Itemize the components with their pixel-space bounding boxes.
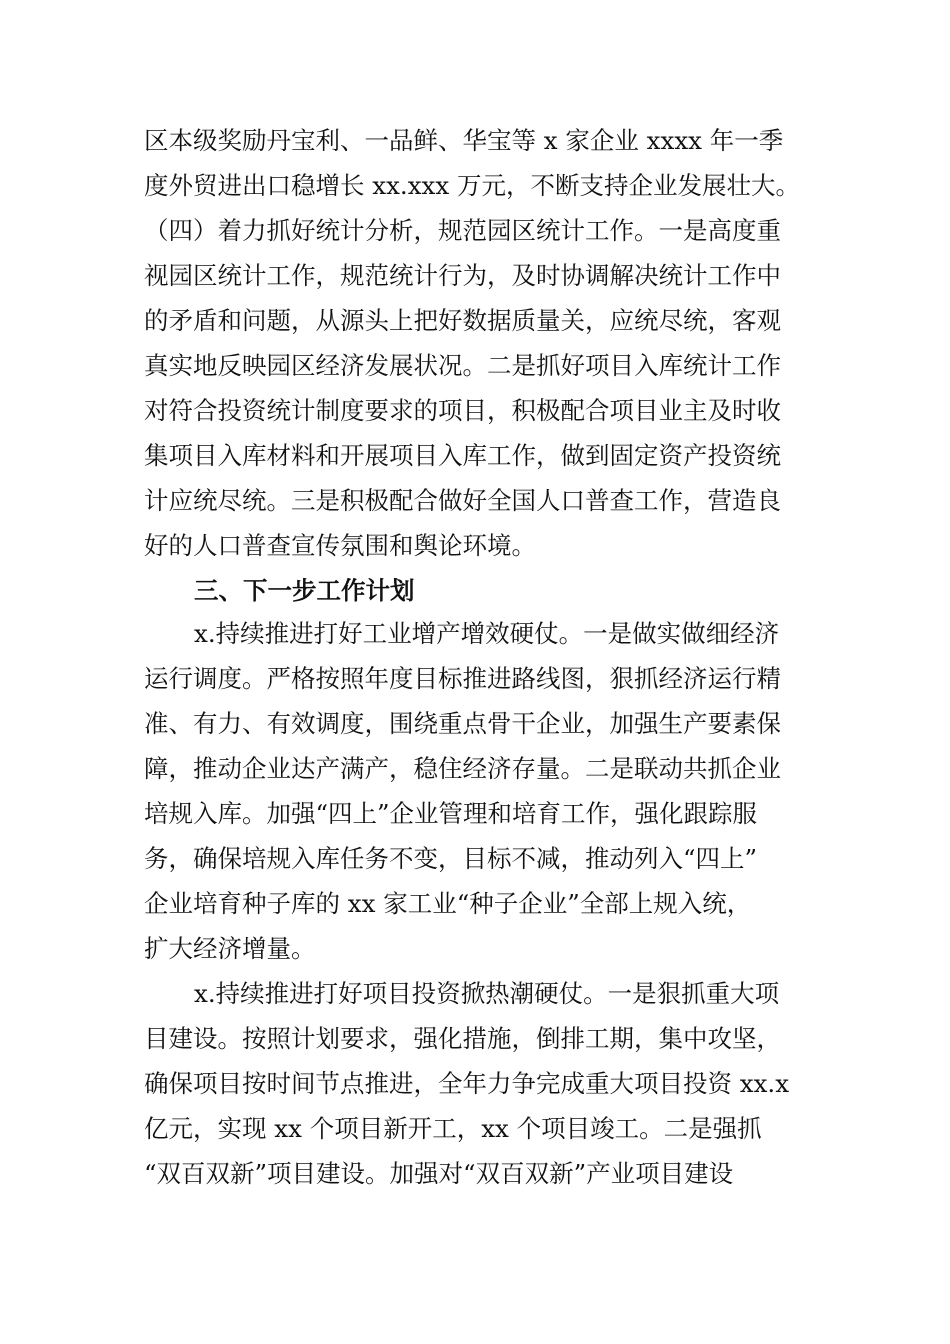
body-text-line: 企业培育种子库的 xx 家工业“种子企业”全部上规入统， xyxy=(144,889,752,918)
paragraph-start-line: x.持续推进打好项目投资掀热潮硬仗。一是狠抓重大项 xyxy=(194,979,780,1008)
body-text-line: 目建设。按照计划要求，强化措施，倒排工期，集中攻坚， xyxy=(144,1024,781,1053)
body-text-line: 真实地反映园区经济发展状况。二是抓好项目入库统计工作 xyxy=(144,351,781,380)
body-text-line: 扩大经济增量。 xyxy=(144,934,316,963)
body-text-line: 集项目入库材料和开展项目入库工作，做到固定资产投资统 xyxy=(144,441,781,470)
body-text-line: 区本级奖励丹宝利、一品鲜、华宝等 x 家企业 xxxx 年一季 xyxy=(144,126,784,155)
body-text-line: 运行调度。严格按照年度目标推进路线图，狠抓经济运行精 xyxy=(144,664,781,693)
body-text-line: 视园区统计工作，规范统计行为，及时协调解决统计工作中 xyxy=(144,261,781,290)
body-text-line: “双百双新”项目建设。加强对“双百双新”产业项目建设 xyxy=(144,1159,734,1188)
chapter-heading: 三、下一步工作计划 xyxy=(194,576,415,605)
body-text-line: 好的人口普查宣传氛围和舆论环境。 xyxy=(144,531,536,560)
paragraph-start-line: x.持续推进打好工业增产增效硬仗。一是做实做细经济 xyxy=(194,619,780,648)
body-text-line: 准、有力、有效调度，围绕重点骨干企业，加强生产要素保 xyxy=(144,709,781,738)
body-text-line: 亿元，实现 xx 个项目新开工，xx 个项目竣工。二是强抓 xyxy=(144,1114,762,1143)
body-text-line: 的矛盾和问题，从源头上把好数据质量关，应统尽统，客观 xyxy=(144,306,781,335)
body-text-line: 度外贸进出口稳增长 xx.xxx 万元，不断支持企业发展壮大。 xyxy=(144,171,800,200)
body-text-line: 培规入库。加强“四上”企业管理和培育工作，强化跟踪服 xyxy=(144,799,758,828)
body-text-line: 对符合投资统计制度要求的项目，积极配合项目业主及时收 xyxy=(144,396,781,425)
body-text-line: 务，确保培规入库任务不变，目标不减，推动列入“四上” xyxy=(144,844,758,873)
body-text-line: 确保项目按时间节点推进，全年力争完成重大项目投资 xx.x xyxy=(144,1069,790,1098)
body-text-line: 障，推动企业达产满产，稳住经济存量。二是联动共抓企业 xyxy=(144,754,781,783)
section-heading-line: （四）着力抓好统计分析，规范园区统计工作。一是高度重 xyxy=(144,216,781,245)
body-text-line: 计应统尽统。三是积极配合做好全国人口普查工作，营造良 xyxy=(144,486,781,515)
